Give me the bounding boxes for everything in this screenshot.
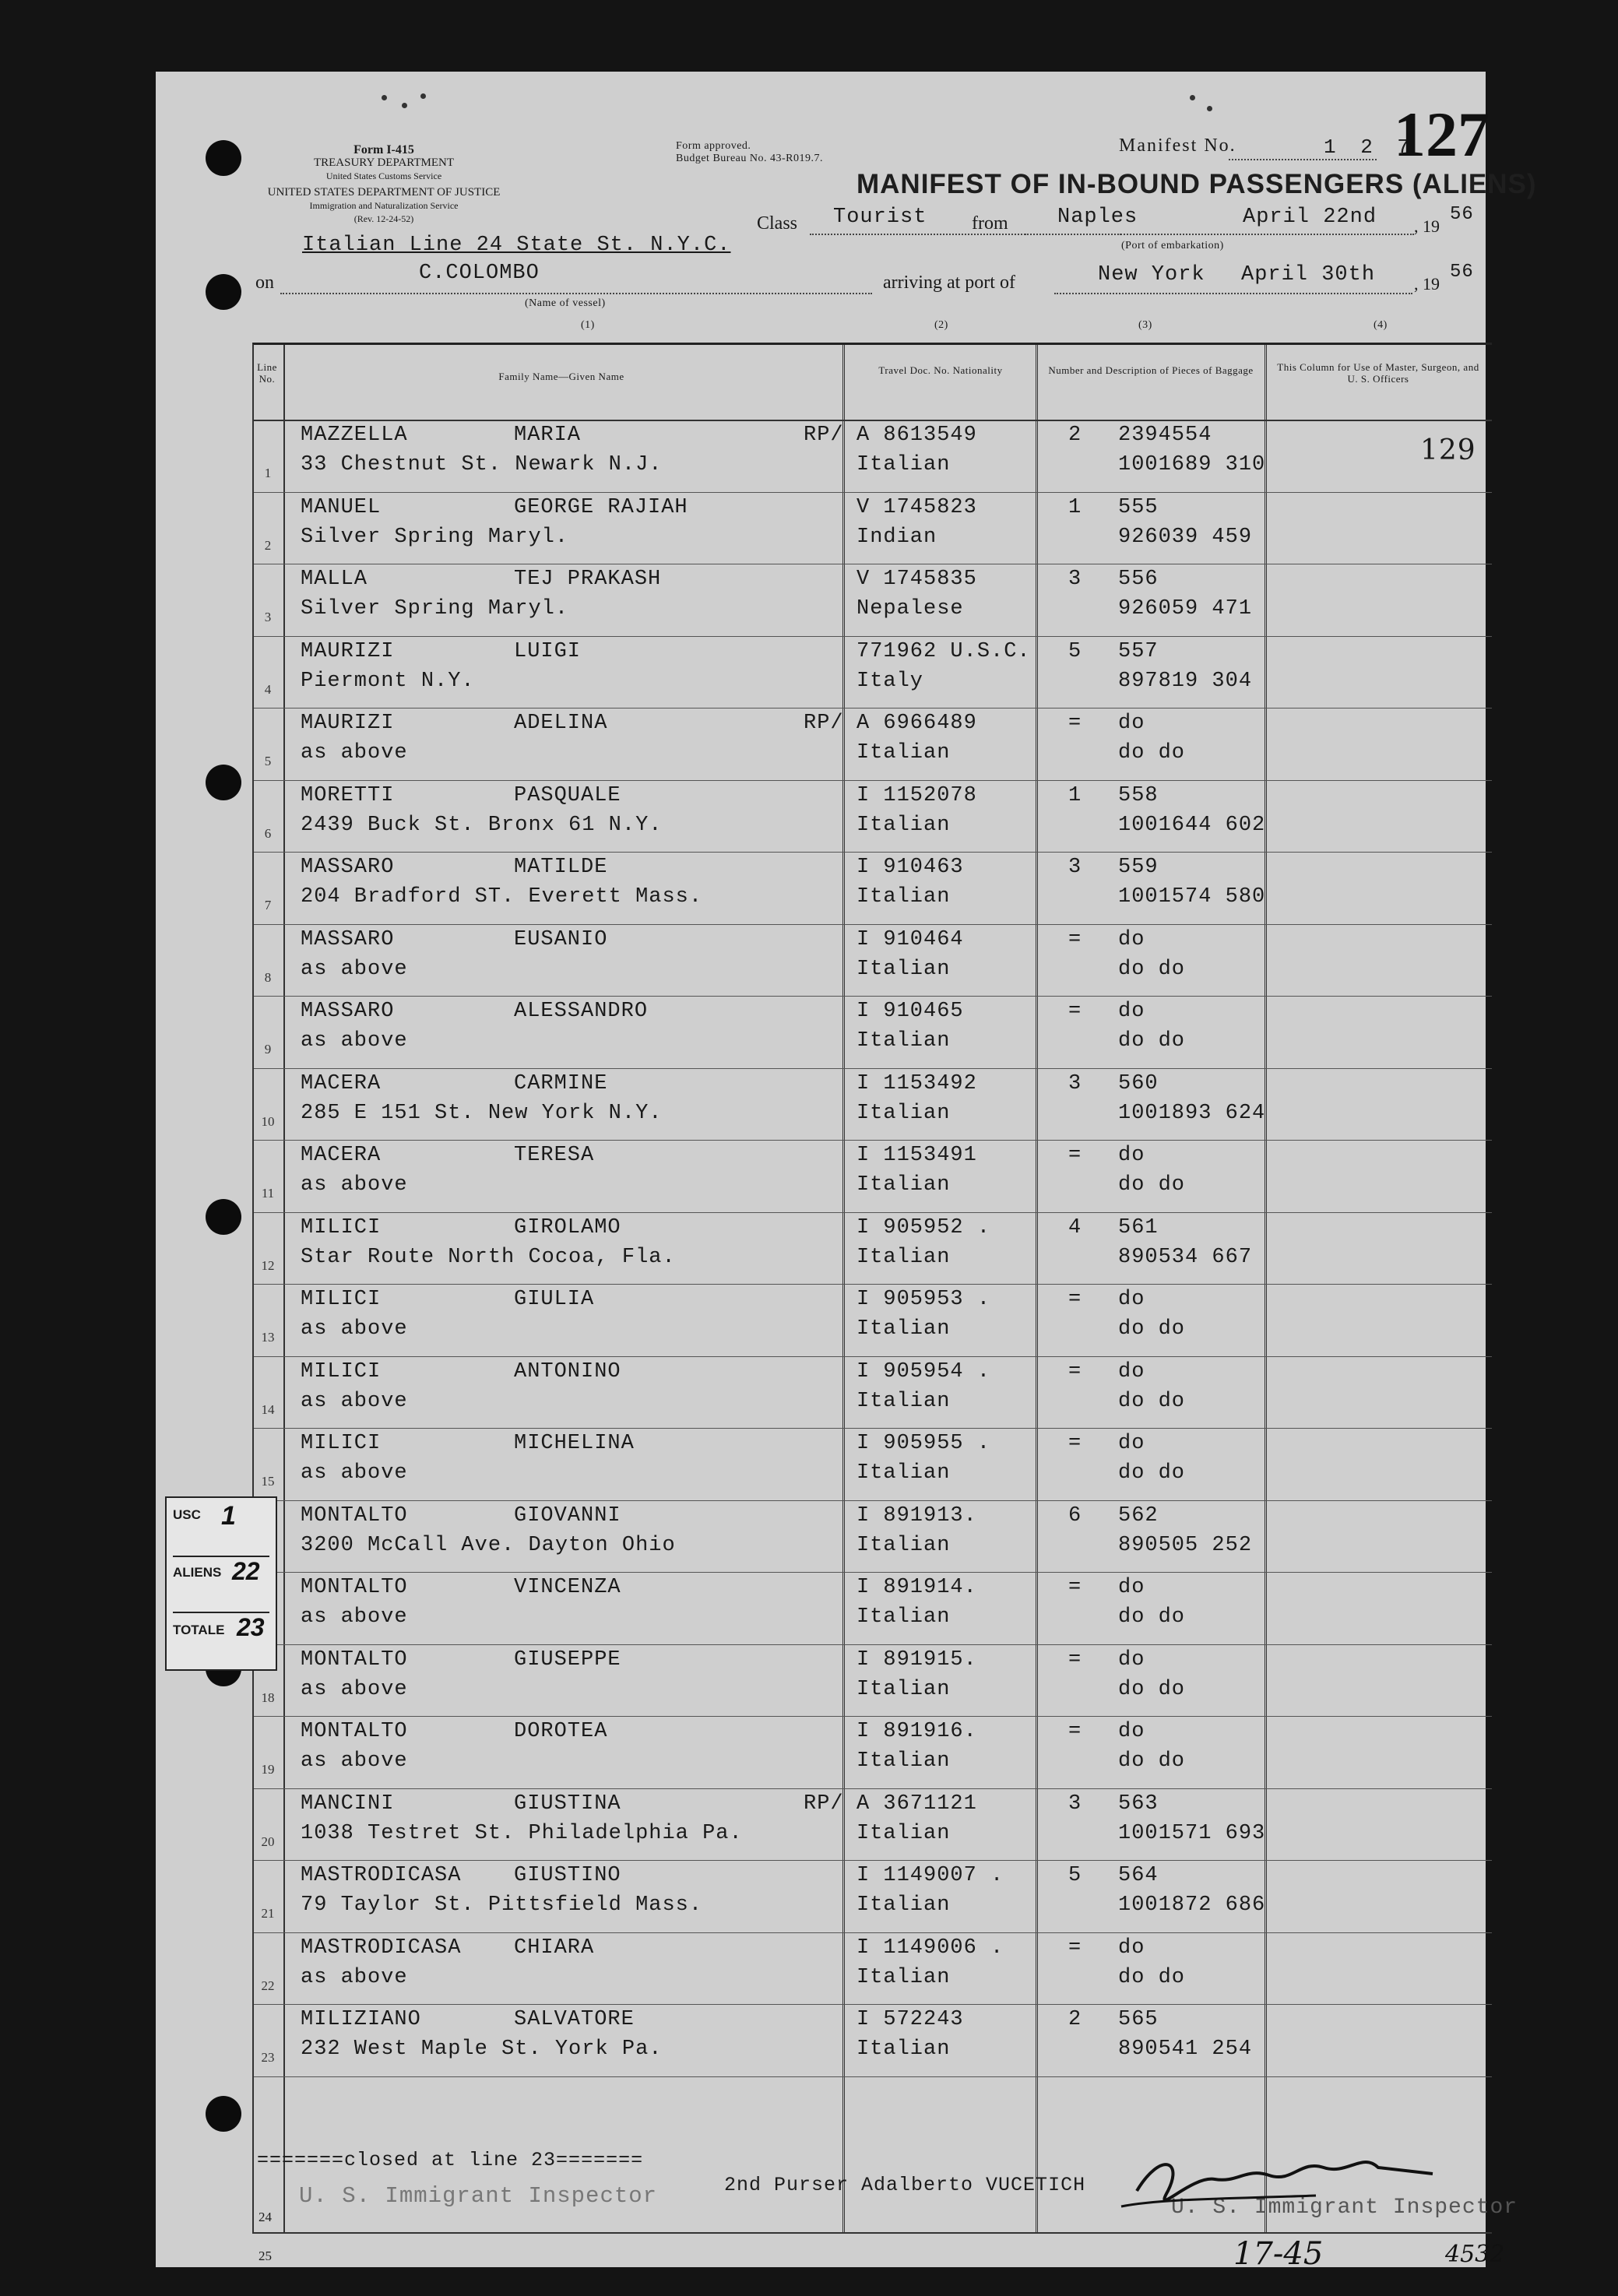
baggage-desc: 890505 252: [1118, 1533, 1253, 1557]
given-name: MARIA: [514, 424, 582, 447]
line-number: 7: [264, 898, 272, 912]
passenger-row: [252, 849, 1490, 921]
passenger-row: [252, 1714, 1490, 1785]
baggage-tag: 561: [1118, 1215, 1159, 1239]
line-number: 2: [264, 537, 272, 553]
baggage-tag: do: [1118, 1288, 1145, 1311]
line-number: 9: [264, 1042, 272, 1057]
line-number: 23: [261, 2050, 275, 2065]
from-label: from: [972, 213, 1008, 234]
inspector-stamp-right: U. S. Immigrant Inspector: [1171, 2196, 1518, 2220]
family-name: MAZZELLA: [301, 424, 408, 447]
form-approved: Form approved.: [676, 140, 751, 152]
family-name: MANUEL: [301, 495, 382, 519]
nationality: Italian: [856, 453, 951, 476]
totale-label: TOTALE: [173, 1623, 225, 1637]
baggage-desc: do do: [1118, 1749, 1186, 1773]
address: as above: [301, 957, 408, 981]
travel-doc-no: I 891916.: [856, 1720, 977, 1743]
port-embark-note: (Port of embarkation): [1121, 240, 1224, 251]
count-stamp: [165, 1496, 277, 1671]
totale-value: 23: [237, 1613, 265, 1641]
line-number: 1: [264, 466, 272, 480]
baggage-tag: do: [1118, 1576, 1145, 1599]
arrival-year: 56: [1450, 262, 1474, 283]
arrival-date: April 30th: [1241, 263, 1376, 287]
given-name: TERESA: [514, 1144, 595, 1167]
family-name: MONTALTO: [301, 1647, 408, 1672]
baggage-count: 2: [1068, 2008, 1082, 2031]
class-label: Class: [757, 213, 798, 234]
travel-doc-no: 771962 U.S.C.: [856, 639, 1031, 663]
family-name: MANCINI: [301, 1791, 395, 1816]
given-name: GIROLAMO: [514, 1215, 621, 1239]
rp-mark: RP/: [804, 712, 844, 735]
passenger-row: [252, 922, 1490, 993]
travel-doc-no: V 1745835: [856, 568, 977, 591]
travel-doc-no: I 1153491: [856, 1144, 977, 1167]
nationality: Italian: [856, 1389, 951, 1413]
baggage-count: 1: [1068, 495, 1082, 519]
baggage-desc: 1001872 686: [1118, 1893, 1266, 1917]
punch-hole: [206, 765, 241, 800]
passenger-row: [252, 2002, 1490, 2073]
officer-note: 129: [1420, 434, 1476, 466]
line-number: 5: [264, 754, 272, 768]
family-name: MASTRODICASA: [301, 1864, 462, 1887]
usc-label: USC: [173, 1507, 201, 1522]
baggage-count: =: [1068, 1720, 1082, 1743]
treasury-dept: TREASURY DEPARTMENT: [313, 156, 455, 169]
given-name: ANTONINO: [514, 1359, 621, 1384]
aliens-label: ALIENS: [173, 1565, 222, 1580]
dust-mark: [1190, 95, 1195, 100]
family-name: MILIZIANO: [301, 2008, 421, 2031]
given-name: GIOVANNI: [514, 1503, 621, 1528]
nationality: Italian: [856, 957, 951, 981]
passenger-row: [252, 993, 1490, 1065]
family-name: MAURIZI: [301, 639, 395, 663]
travel-doc-no: A 3671121: [856, 1791, 977, 1816]
family-name: MASSARO: [301, 856, 395, 879]
family-name: MASTRODICASA: [301, 1936, 462, 1960]
closed-at-line: =======closed at line 23=======: [257, 2149, 644, 2171]
baggage-desc: do do: [1118, 1677, 1186, 1701]
nationality: Italian: [856, 1605, 951, 1629]
aliens-value: 22: [232, 1557, 260, 1585]
nationality: Italian: [856, 741, 951, 765]
col-num-4: (4): [1374, 319, 1388, 331]
col-header-officers: This Column for Use of Master, Surgeon, and U. S. Officers: [1277, 361, 1479, 385]
baggage-count: =: [1068, 1000, 1082, 1023]
baggage-tag: 2394554: [1118, 424, 1212, 447]
travel-doc-no: I 891915.: [856, 1647, 977, 1672]
justice-dept: UNITED STATES DEPARTMENT OF JUSTICE: [267, 186, 501, 199]
baggage-tag: do: [1118, 1647, 1145, 1672]
address: 1038 Testret St. Philadelphia Pa.: [301, 1821, 743, 1845]
passenger-row: [252, 1858, 1490, 1929]
baggage-desc: do do: [1118, 1965, 1186, 1989]
given-name: DOROTEA: [514, 1720, 608, 1743]
manifest-number-handwritten: 127: [1394, 99, 1490, 170]
baggage-tag: 560: [1118, 1071, 1159, 1095]
passenger-row: [252, 1354, 1490, 1426]
travel-doc-no: I 1152078: [856, 783, 977, 807]
line-number: 18: [261, 1689, 275, 1705]
line-number-24: 24: [259, 2210, 272, 2224]
nationality: Italian: [856, 813, 951, 837]
passenger-row: [252, 417, 1490, 489]
baggage-desc: do do: [1118, 741, 1186, 765]
nationality: Italy: [856, 669, 924, 693]
nationality: Italian: [856, 1029, 951, 1053]
passenger-row: [252, 561, 1490, 633]
passenger-row: [252, 1066, 1490, 1137]
ins-service: Immigration and Naturalization Service: [309, 200, 459, 211]
col-num-3: (3): [1138, 319, 1152, 331]
baggage-desc: 1001689 310: [1118, 453, 1266, 476]
line-number: 20: [261, 1834, 275, 1849]
given-name: CARMINE: [514, 1071, 608, 1095]
address: 285 E 151 St. New York N.Y.: [301, 1101, 663, 1125]
nationality: Italian: [856, 1461, 951, 1485]
handwritten-number-2: 4532: [1445, 2241, 1505, 2268]
passenger-row: [252, 1282, 1490, 1353]
baggage-count: 6: [1068, 1503, 1082, 1528]
passenger-row: [252, 634, 1490, 705]
col-header-travel-doc: Travel Doc. No. Nationality: [878, 364, 1003, 376]
baggage-count: 3: [1068, 1791, 1082, 1816]
manifest-number: 1 2 7: [1324, 135, 1416, 159]
class-value: Tourist: [833, 206, 927, 229]
line-number: 4: [264, 681, 272, 697]
punch-hole: [206, 274, 241, 310]
given-name: EUSANIO: [514, 927, 608, 951]
baggage-count: 5: [1068, 639, 1082, 663]
baggage-count: =: [1068, 927, 1082, 951]
family-name: MORETTI: [301, 783, 395, 807]
baggage-desc: 897819 304: [1118, 669, 1253, 693]
baggage-tag: 564: [1118, 1864, 1159, 1887]
travel-doc-no: I 910465: [856, 1000, 964, 1023]
baggage-desc: do do: [1118, 957, 1186, 981]
address: 3200 McCall Ave. Dayton Ohio: [301, 1533, 676, 1557]
given-name: ALESSANDRO: [514, 1000, 649, 1023]
travel-doc-no: I 905955 .: [856, 1432, 991, 1455]
passenger-row: [252, 490, 1490, 561]
address: as above: [301, 1173, 408, 1197]
line-number: 19: [261, 1762, 275, 1777]
passenger-row: [252, 1642, 1490, 1714]
dust-mark: [420, 93, 426, 99]
nationality: Italian: [856, 1173, 951, 1197]
baggage-desc: do do: [1118, 1461, 1186, 1485]
line-number: 3: [264, 610, 272, 624]
usc-value: 1: [221, 1501, 236, 1531]
travel-doc-no: I 1153492: [856, 1071, 977, 1095]
baggage-tag: 556: [1118, 568, 1159, 591]
baggage-tag: 559: [1118, 856, 1159, 879]
given-name: MICHELINA: [514, 1432, 635, 1455]
baggage-tag: do: [1118, 712, 1145, 735]
travel-doc-no: I 891914.: [856, 1576, 977, 1599]
address: as above: [301, 741, 408, 765]
nationality: Italian: [856, 885, 951, 909]
baggage-tag: do: [1118, 1144, 1145, 1167]
baggage-desc: do do: [1118, 1605, 1186, 1629]
nationality: Italian: [856, 1893, 951, 1917]
given-name: GIULIA: [514, 1288, 595, 1311]
baggage-tag: do: [1118, 1359, 1145, 1384]
address: 2439 Buck St. Bronx 61 N.Y.: [301, 813, 663, 837]
address: as above: [301, 1029, 408, 1053]
line-number: 6: [264, 825, 272, 841]
family-name: MASSARO: [301, 1000, 395, 1023]
baggage-count: =: [1068, 1647, 1082, 1672]
manifest-sheet: [156, 72, 1537, 2272]
address: Piermont N.Y.: [301, 669, 475, 693]
nationality: Italian: [856, 1965, 951, 1989]
col-header-line-no: Line No.: [257, 361, 277, 385]
embark-year: 56: [1450, 204, 1474, 225]
address: Silver Spring Maryl.: [301, 525, 569, 549]
dust-mark: [382, 95, 387, 100]
passenger-row: [252, 1498, 1490, 1570]
line-company: Italian Line 24 State St. N.Y.C.: [302, 234, 731, 257]
travel-doc-no: I 1149007 .: [856, 1864, 1004, 1887]
arrival-port: New York: [1098, 263, 1205, 287]
manifest-label: Manifest No.: [1119, 135, 1236, 156]
family-name: MONTALTO: [301, 1576, 408, 1599]
on-label: on: [255, 272, 274, 293]
travel-doc-no: A 6966489: [856, 712, 977, 735]
address: as above: [301, 1965, 408, 1989]
baggage-count: 3: [1068, 856, 1082, 879]
dust-mark: [1207, 106, 1212, 111]
punch-hole: [206, 2096, 241, 2132]
address: as above: [301, 1389, 408, 1413]
given-name: SALVATORE: [514, 2008, 635, 2031]
baggage-desc: do do: [1118, 1389, 1186, 1413]
passenger-row: [252, 1137, 1490, 1209]
family-name: MACERA: [301, 1144, 382, 1167]
year-prefix: , 19: [1414, 216, 1440, 236]
family-name: MILICI: [301, 1215, 382, 1239]
line-number: 13: [261, 1330, 275, 1345]
baggage-tag: 562: [1118, 1503, 1159, 1528]
family-name: MALLA: [301, 568, 368, 591]
purser-name: 2nd Purser Adalberto VUCETICH: [724, 2174, 1086, 2196]
form-number: Form I-415: [353, 143, 414, 156]
given-name: PASQUALE: [514, 783, 621, 807]
family-name: MONTALTO: [301, 1503, 408, 1528]
given-name: ADELINA: [514, 712, 608, 735]
baggage-tag: 565: [1118, 2008, 1159, 2031]
dust-mark: [402, 103, 407, 108]
baggage-desc: 890534 667: [1118, 1245, 1253, 1269]
travel-doc-no: I 905952 .: [856, 1215, 991, 1239]
year-prefix: , 19: [1414, 274, 1440, 294]
line-number: 21: [261, 1906, 275, 1921]
baggage-desc: 1001571 693: [1118, 1821, 1266, 1845]
col-num-2: (2): [934, 319, 948, 331]
family-name: MILICI: [301, 1359, 382, 1384]
baggage-count: 5: [1068, 1864, 1082, 1887]
manifest-title: MANIFEST OF IN-BOUND PASSENGERS (ALIENS): [856, 169, 1537, 199]
family-name: MILICI: [301, 1288, 382, 1311]
baggage-desc: 890541 254: [1118, 2038, 1253, 2061]
line-number: 22: [261, 1978, 275, 1993]
baggage-tag: 558: [1118, 783, 1159, 807]
travel-doc-no: I 891913.: [856, 1503, 977, 1528]
baggage-tag: do: [1118, 1720, 1145, 1743]
address: Star Route North Cocoa, Fla.: [301, 1245, 676, 1269]
baggage-desc: do do: [1118, 1029, 1186, 1053]
nationality: Italian: [856, 1101, 951, 1125]
address: as above: [301, 1461, 408, 1485]
family-name: MASSARO: [301, 927, 395, 951]
baggage-desc: do do: [1118, 1317, 1186, 1341]
nationality: Indian: [856, 525, 937, 549]
baggage-desc: 1001644 602: [1118, 813, 1266, 837]
baggage-tag: do: [1118, 927, 1145, 951]
given-name: CHIARA: [514, 1936, 595, 1960]
nationality: Italian: [856, 1749, 951, 1773]
address: as above: [301, 1749, 408, 1773]
baggage-count: 3: [1068, 1071, 1082, 1095]
baggage-tag: do: [1118, 1432, 1145, 1455]
travel-doc-no: I 910464: [856, 927, 964, 951]
address: 79 Taylor St. Pittsfield Mass.: [301, 1893, 703, 1917]
form-agency-block: [255, 143, 512, 226]
inspector-stamp-left: U. S. Immigrant Inspector: [299, 2183, 658, 2209]
passenger-row: [252, 1786, 1490, 1858]
baggage-count: 4: [1068, 1215, 1082, 1239]
passenger-row: [252, 1930, 1490, 2002]
given-name: GIUSTINO: [514, 1864, 621, 1887]
nationality: Italian: [856, 2038, 951, 2061]
line-number: 15: [261, 1474, 275, 1489]
row-divider: [254, 2076, 1492, 2077]
line-number: 8: [264, 969, 272, 985]
passenger-row: [252, 778, 1490, 849]
baggage-count: =: [1068, 1576, 1082, 1599]
baggage-count: =: [1068, 1288, 1082, 1311]
travel-doc-no: I 905953 .: [856, 1288, 991, 1311]
col-num-1: (1): [581, 319, 595, 331]
baggage-desc: 926059 471: [1118, 597, 1253, 621]
baggage-tag: 555: [1118, 495, 1159, 519]
baggage-count: =: [1068, 1144, 1082, 1167]
baggage-count: =: [1068, 1936, 1082, 1960]
nationality: Italian: [856, 1317, 951, 1341]
passenger-row: [252, 705, 1490, 777]
baggage-count: =: [1068, 1432, 1082, 1455]
address: 232 West Maple St. York Pa.: [301, 2038, 663, 2061]
address: 33 Chestnut St. Newark N.J.: [301, 453, 663, 476]
col-header-name: Family Name—Given Name: [498, 371, 624, 382]
given-name: TEJ PRAKASH: [514, 568, 662, 591]
punch-hole: [206, 140, 241, 176]
embark-port: Naples: [1057, 206, 1138, 229]
passenger-row: [252, 1570, 1490, 1641]
nationality: Nepalese: [856, 597, 964, 621]
baggage-count: =: [1068, 1359, 1082, 1384]
address: 204 Bradford ST. Everett Mass.: [301, 885, 703, 909]
baggage-count: 3: [1068, 568, 1082, 591]
vessel-note: (Name of vessel): [525, 297, 606, 309]
given-name: GIUSTINA: [514, 1791, 621, 1816]
baggage-tag: do: [1118, 1936, 1145, 1960]
family-name: MAURIZI: [301, 712, 395, 735]
baggage-count: =: [1068, 712, 1082, 735]
line-number: 12: [261, 1257, 275, 1273]
customs-service: United States Customs Service: [325, 171, 442, 181]
baggage-tag: 557: [1118, 639, 1159, 663]
handwritten-number: 17-45: [1233, 2236, 1324, 2272]
line-number-25: 25: [259, 2249, 272, 2263]
baggage-count: 2: [1068, 424, 1082, 447]
baggage-desc: 1001574 580: [1118, 885, 1266, 909]
address: as above: [301, 1605, 408, 1629]
budget-bureau: Budget Bureau No. 43-R019.7.: [676, 153, 823, 164]
vessel-name: C.COLOMBO: [419, 262, 540, 285]
travel-doc-no: I 910463: [856, 856, 964, 879]
baggage-tag: do: [1118, 1000, 1145, 1023]
revision: (Rev. 12-24-52): [353, 213, 414, 224]
passenger-row: [252, 1210, 1490, 1282]
given-name: GIUSEPPE: [514, 1647, 621, 1672]
passenger-row: [252, 1426, 1490, 1497]
given-name: GEORGE RAJIAH: [514, 495, 688, 519]
address: Silver Spring Maryl.: [301, 597, 569, 621]
address: as above: [301, 1677, 408, 1701]
family-name: MACERA: [301, 1071, 382, 1095]
baggage-desc: 1001893 624: [1118, 1101, 1266, 1125]
line-number: 11: [261, 1186, 275, 1201]
nationality: Italian: [856, 1245, 951, 1269]
baggage-count: 1: [1068, 783, 1082, 807]
address: as above: [301, 1317, 408, 1341]
given-name: MATILDE: [514, 856, 608, 879]
nationality: Italian: [856, 1821, 951, 1845]
nationality: Italian: [856, 1677, 951, 1701]
arriving-label: arriving at port of: [883, 272, 1015, 293]
travel-doc-no: V 1745823: [856, 495, 977, 519]
inspector-signature: [1113, 2144, 1448, 2222]
family-name: MILICI: [301, 1432, 382, 1455]
travel-doc-no: I 1149006 .: [856, 1936, 1004, 1960]
baggage-tag: 563: [1118, 1791, 1159, 1816]
given-name: LUIGI: [514, 639, 582, 663]
punch-hole: [206, 1199, 241, 1235]
embark-date: April 22nd: [1243, 206, 1377, 229]
baggage-desc: 926039 459: [1118, 525, 1253, 549]
baggage-desc: do do: [1118, 1173, 1186, 1197]
line-number: 10: [261, 1113, 275, 1129]
rp-mark: RP/: [804, 424, 844, 447]
travel-doc-no: I 905954 .: [856, 1359, 991, 1384]
line-number: 14: [261, 1401, 275, 1417]
rp-mark: RP/: [804, 1791, 844, 1816]
col-header-baggage: Number and Description of Pieces of Baggage: [1048, 364, 1254, 376]
travel-doc-no: I 572243: [856, 2008, 964, 2031]
travel-doc-no: A 8613549: [856, 424, 977, 447]
nationality: Italian: [856, 1533, 951, 1557]
given-name: VINCENZA: [514, 1576, 621, 1599]
family-name: MONTALTO: [301, 1720, 408, 1743]
